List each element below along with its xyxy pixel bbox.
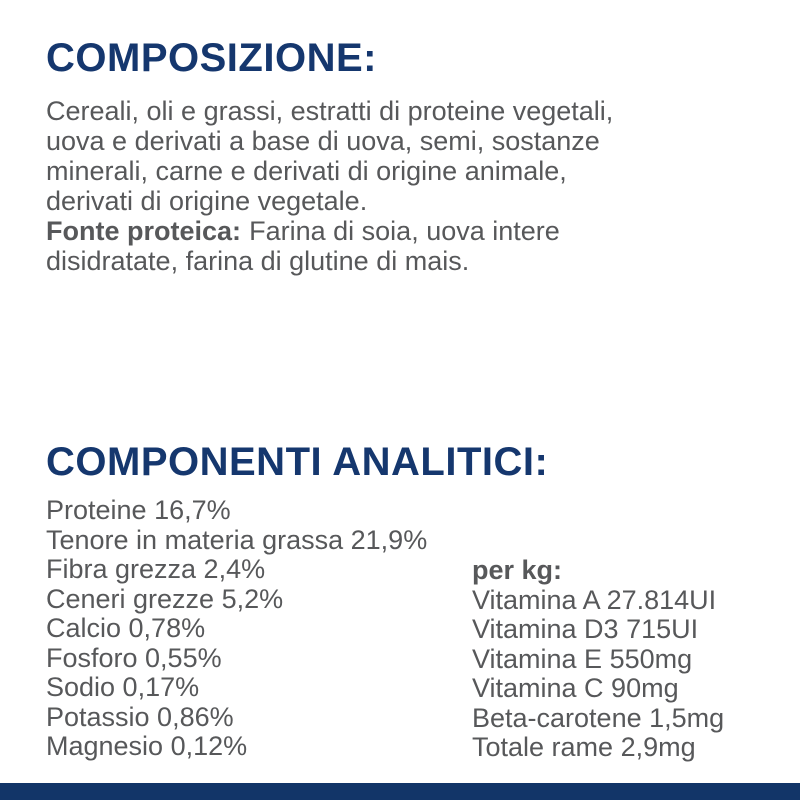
- per-kg-label: per kg:: [472, 555, 563, 585]
- per-kg-list: [472, 556, 724, 763]
- perkg-vitamin-e: Vitamina E 550mg: [472, 643, 693, 674]
- perkg-vitamin-a: Vitamina A 27.814UI: [472, 584, 717, 615]
- ingredients-line-4: derivati di origine vegetale.: [46, 186, 368, 216]
- protein-source-text: Farina di soia, uova intere: [249, 216, 560, 246]
- analytical-heading: COMPONENTI ANALITICI:: [46, 440, 549, 484]
- analytical-components-list: [46, 496, 427, 762]
- ingredients-line-1: Cereali, oli e grassi, estratti di proteine vegetali,: [46, 96, 614, 126]
- protein-source-line-2: disidratate, farina di glutine di mais.: [46, 246, 470, 276]
- protein-source-label: Fonte proteica:: [46, 216, 242, 246]
- component-phosphorus: Fosforo 0,55%: [46, 642, 222, 673]
- component-fibre: Fibra grezza 2,4%: [46, 554, 266, 584]
- ingredients-line-2: uova e derivati a base di uova, semi, sostanze: [46, 126, 600, 156]
- perkg-beta-carotene: Beta-carotene 1,5mg: [472, 702, 725, 733]
- composition-paragraph: [46, 96, 613, 276]
- perkg-vitamin-c: Vitamina C 90mg: [472, 673, 679, 703]
- component-protein: Proteine 16,7%: [46, 495, 231, 525]
- perkg-vitamin-d3: Vitamina D3 715UI: [472, 614, 699, 644]
- component-calcium: Calcio 0,78%: [46, 613, 206, 643]
- perkg-total-copper: Totale rame 2,9mg: [472, 732, 696, 762]
- bottom-navy-bar: [0, 783, 800, 800]
- ingredients-line-3: minerali, carne e derivati di origine animale,: [46, 156, 567, 186]
- composition-heading: COMPOSIZIONE:: [46, 36, 377, 80]
- component-potassium: Potassio 0,86%: [46, 701, 234, 732]
- component-sodium: Sodio 0,17%: [46, 672, 200, 702]
- component-fat: Tenore in materia grassa 21,9%: [46, 524, 428, 555]
- component-magnesium: Magnesio 0,12%: [46, 731, 248, 761]
- protein-source-line-1: [46, 216, 613, 246]
- component-ash: Ceneri grezze 5,2%: [46, 583, 284, 614]
